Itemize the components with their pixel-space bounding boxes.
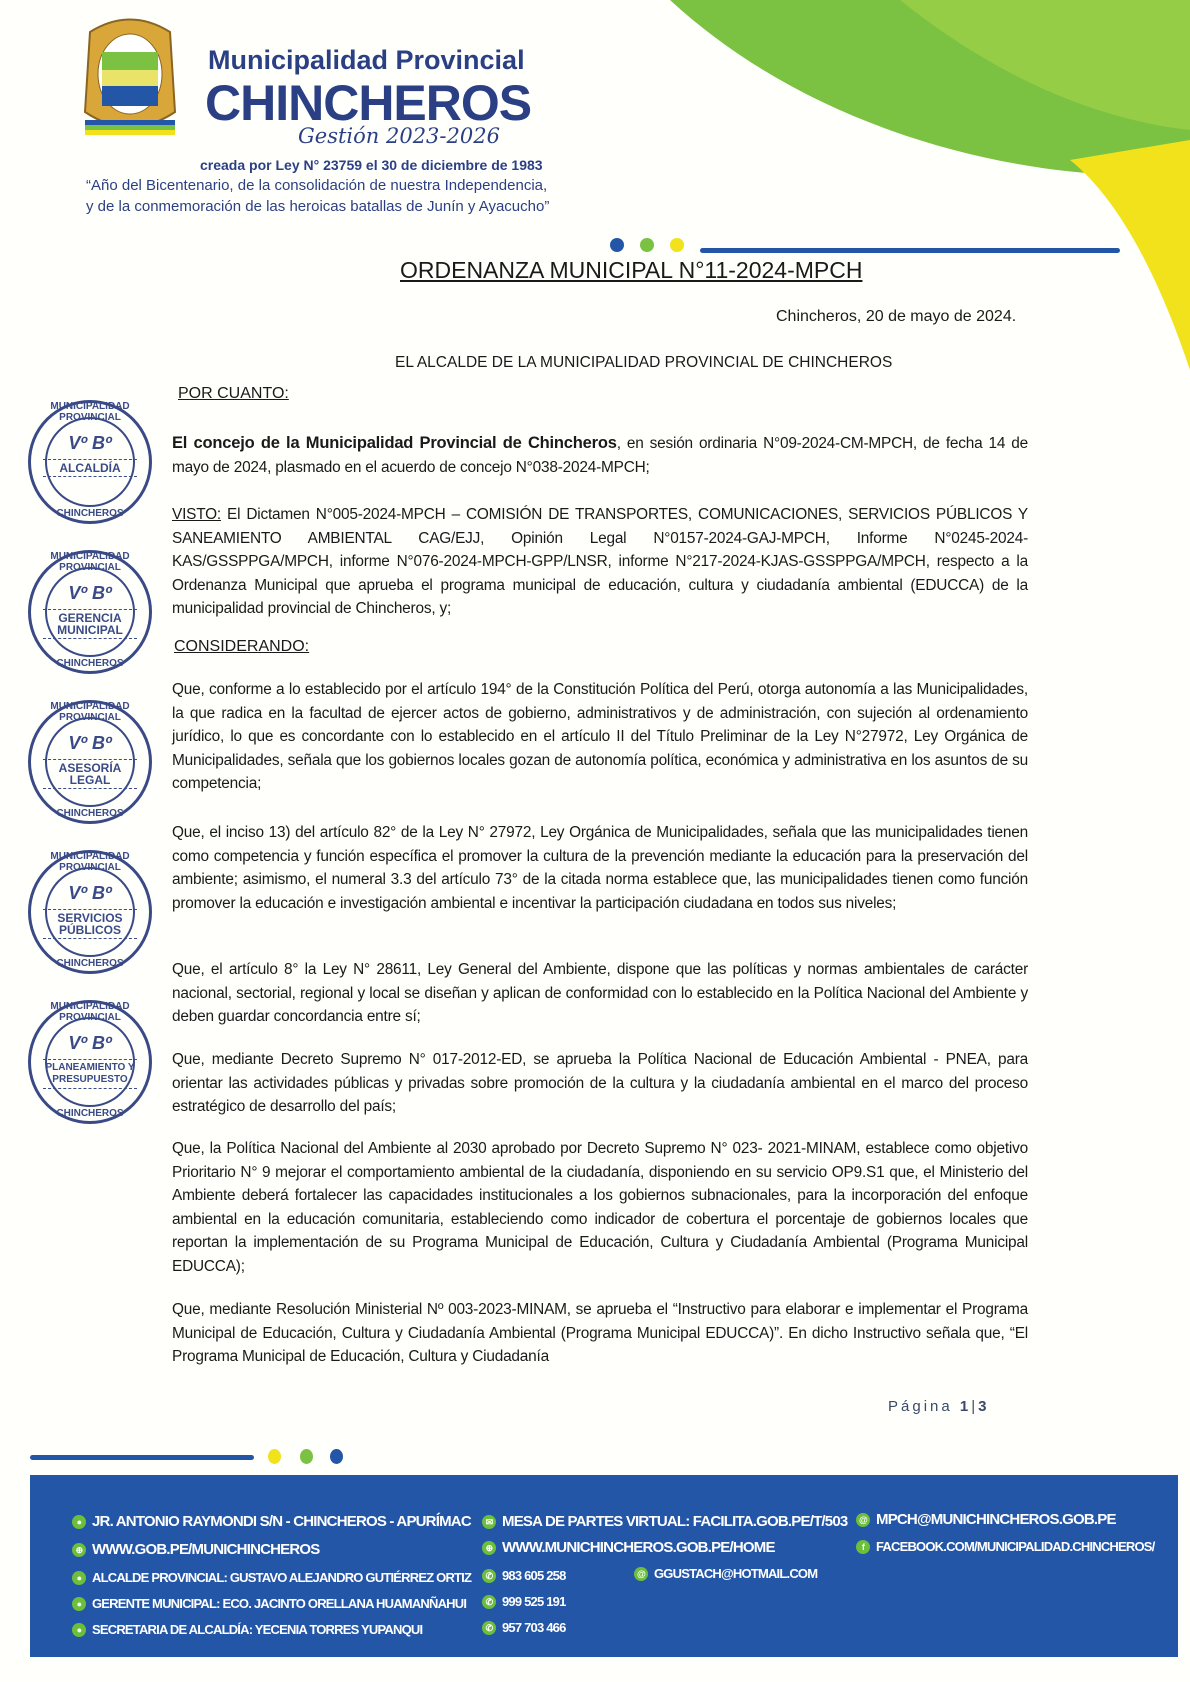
concejo-bold: El concejo de la Municipalidad Provincial de Chincheros — [172, 434, 617, 452]
visto-label: VISTO: — [172, 506, 221, 523]
page-total: 3 — [978, 1398, 990, 1415]
concejo-text: , en sesión ordinaria N°09-2024-CM-MPCH, de fecha 14 de mayo de 2024, plasmado en el acuerdo de concejo N°038-2024-MPCH; — [172, 435, 1028, 476]
paragraph: Que, conforme a lo establecido por el artículo 194° de la Constitución Política del Perú, otorga autonomía a las Municipalidades, la que radica en la facultad de ejercer actos de gobierno, administrativos y de administración, con sujeción al ordenamiento jurídico, lo que es concordante con lo establecido en el artículo II del Título Preliminar de la Ley N°27972, Ley Orgánica de Municipalidades, señala que los gobiernos locales gozan de autonomía política, económica y administrativa en los asuntos de su competencia; — [172, 681, 1028, 792]
globe-icon: ⊕ — [72, 1543, 86, 1557]
place-date: Chincheros, 20 de mayo de 2024. — [776, 308, 1017, 325]
gestion-period: Gestión 2023-2026 — [298, 124, 500, 148]
footer-gerente: GERENTE MUNICIPAL: ECO. JACINTO ORELLANA HUAMANÑAHUI — [92, 1596, 467, 1611]
por-cuanto-heading: POR CUANTO: — [178, 385, 289, 402]
approval-stamp-asesoria: MUNICIPALIDAD PROVINCIAL Vº Bº ASESORÍA LEGAL CHINCHEROS — [28, 700, 152, 824]
authority-heading: EL ALCALDE DE LA MUNICIPALIDAD PROVINCIAL DE CHINCHEROS — [395, 354, 893, 371]
org-name-line1: Municipalidad Provincial — [208, 45, 525, 75]
paragraph-visto — [172, 503, 1028, 621]
footer-contact-band — [30, 1475, 1178, 1657]
footer-rule-decoration — [30, 1455, 254, 1460]
footer-secretaria: SECRETARIA DE ALCALDÍA: YECENIA TORRES YUPANQUI — [92, 1622, 423, 1637]
footer-facebook[interactable]: FACEBOOK.COM/MUNICIPALIDAD.CHINCHEROS/ — [876, 1539, 1155, 1554]
footer-mesa-partes[interactable]: MESA DE PARTES VIRTUAL: FACILITA.GOB.PE/T/503 — [502, 1513, 848, 1530]
creation-law: creada por Ley N° 23759 el 30 de diciembre de 1983 — [200, 157, 543, 173]
approval-stamp-alcaldia: MUNICIPALIDAD PROVINCIAL Vº Bº ALCALDÍA CHINCHEROS — [28, 400, 152, 524]
phone-icon: ✆ — [482, 1569, 496, 1583]
document-title: ORDENANZA MUNICIPAL N°11-2024-MPCH — [400, 257, 863, 283]
paragraph: Que, mediante Resolución Ministerial Nº 003-2023-MINAM, se aprueba el “Instructivo para elaborar e implementar el Programa Municipal de Educación, Cultura y Ciudadanía Ambiental (Programa Municipal EDUCCA)”. En dicho Instructivo señala que, “El Programa Municipal de Educación, Cultura y Ciudadanía — [172, 1301, 1028, 1365]
mail-icon: ✉ — [482, 1515, 496, 1529]
user-icon: ● — [72, 1623, 86, 1637]
phone-icon: ✆ — [482, 1595, 496, 1609]
footer-phone: 999 525 191 — [502, 1594, 566, 1609]
paragraph: Que, mediante Decreto Supremo N° 017-2012-ED, se aprueba la Política Nacional de Educación Ambiental - PNEA, para orientar las actividades públicas y privadas sobre promoción de la cultura y la ciudadanía ambiental en el marco del proceso estratégico de desarrollo del país; — [172, 1051, 1028, 1115]
user-icon: ● — [72, 1597, 86, 1611]
page-current: 1 — [959, 1398, 972, 1415]
title-rule-decoration — [700, 248, 1120, 253]
at-icon: @ — [856, 1513, 870, 1527]
footer-phone: 957 703 466 — [502, 1620, 566, 1635]
phone-icon: ✆ — [482, 1621, 496, 1635]
page-label: Página — [888, 1398, 953, 1415]
considerando-heading: CONSIDERANDO: — [174, 638, 310, 655]
year-motto-line2: y de la conmemoración de las heroicas batallas de Junín y Ayacucho” — [86, 198, 550, 215]
location-pin-icon: ● — [72, 1515, 86, 1529]
at-icon: @ — [634, 1567, 648, 1581]
footer-address: JR. ANTONIO RAYMONDI S/N - CHINCHEROS - APURÍMAC — [92, 1513, 471, 1530]
approval-stamp-gerencia: MUNICIPALIDAD PROVINCIAL Vº Bº GERENCIA MUNICIPAL CHINCHEROS — [28, 550, 152, 674]
facebook-icon: f — [856, 1540, 870, 1554]
paragraph: Que, el inciso 13) del artículo 82° de la Ley N° 27972, Ley Orgánica de Municipalidades, señala que las municipalidades tienen como competencia y función específica el promover la cultura de la prevención mediante la educación para la preservación del ambiente; asimismo, el numeral 3.3 del artículo 73° de la citada norma establece que, las municipalidades tienen como función promover la educación e investigación ambiental e incentivar la participación ciudadana en todos sus niveles; — [172, 824, 1028, 912]
footer-email-alcalde[interactable]: GGUSTACH@HOTMAIL.COM — [654, 1566, 818, 1581]
paragraph: Que, la Política Nacional del Ambiente al 2030 aprobado por Decreto Supremo N° 023- 2021-MINAM, establece como objetivo Prioritario N° 9 mejorar el comportamiento ambiental de la ciudadanía, disponiendo en su servicio OP9.S1 que, el Ministerio del Ambiente deberá fortalecer las capacidades institucionales a los gobiernos subnacionales, para la incorporación del enfoque ambiental en la educación comunitaria, estableciendo como indicador de cobertura el porcentaje de gobiernos locales que reportan la implementación de su Programa Municipal de Educación, Cultura y Ciudadanía Ambiental (Programa Municipal EDUCCA); — [172, 1140, 1028, 1275]
page-number: Página 1|3 — [888, 1398, 990, 1415]
footer-alcalde: ALCALDE PROVINCIAL: GUSTAVO ALEJANDRO GUTIÉRREZ ORTIZ — [92, 1570, 472, 1585]
user-icon: ● — [72, 1571, 86, 1585]
municipal-seal-logo — [80, 12, 180, 142]
approval-stamp-servicios: MUNICIPALIDAD PROVINCIAL Vº Bº SERVICIOS PÚBLICOS CHINCHEROS — [28, 850, 152, 974]
footer-web-gob[interactable]: WWW.GOB.PE/MUNICHINCHEROS — [92, 1541, 320, 1558]
paragraph: Que, el artículo 8° la Ley N° 28611, Ley General del Ambiente, dispone que las políticas y normas ambientales de carácter nacional, sectorial, regional y local se diseñan y aplican de conformidad con lo establecido en la Política Nacional del Ambiente y deben guardar concordancia entre sí; — [172, 961, 1028, 1025]
footer-email[interactable]: MPCH@MUNICHINCHEROS.GOB.PE — [876, 1511, 1116, 1528]
visto-text: El Dictamen N°005-2024-MPCH – COMISIÓN DE TRANSPORTES, COMUNICACIONES, SERVICIOS PÚBLICOS Y SANEAMIENTO AMBIENTAL CAG/EJJ, Opinión Legal N°0157-2024-GAJ-MPCH, Informe N°0245-2024-KAS/GSSPPGA/MPCH, informe N°076-2024-MPCH-GPP/LNSR, informe N°217-2024-KJAS-GSSPPGA/MPCH, respecto a la Ordenanza Municipal que aprueba el programa municipal de educación, cultura y ciudadanía ambiental (EDUCCA) de la municipalidad provincial de Chincheros, y; — [172, 506, 1028, 617]
year-motto-line1: “Año del Bicentenario, de la consolidación de nuestra Independencia, — [86, 177, 548, 194]
org-name-line2: CHINCHEROS — [205, 75, 532, 131]
footer-web-home[interactable]: WWW.MUNICHINCHEROS.GOB.PE/HOME — [502, 1539, 775, 1556]
globe-icon: ⊕ — [482, 1541, 496, 1555]
footer-phone: 983 605 258 — [502, 1568, 566, 1583]
paragraph-concejo — [172, 432, 1028, 479]
approval-stamp-planeamiento: MUNICIPALIDAD PROVINCIAL Vº Bº PLANEAMIENTO Y PRESUPUESTO CHINCHEROS — [28, 1000, 152, 1124]
